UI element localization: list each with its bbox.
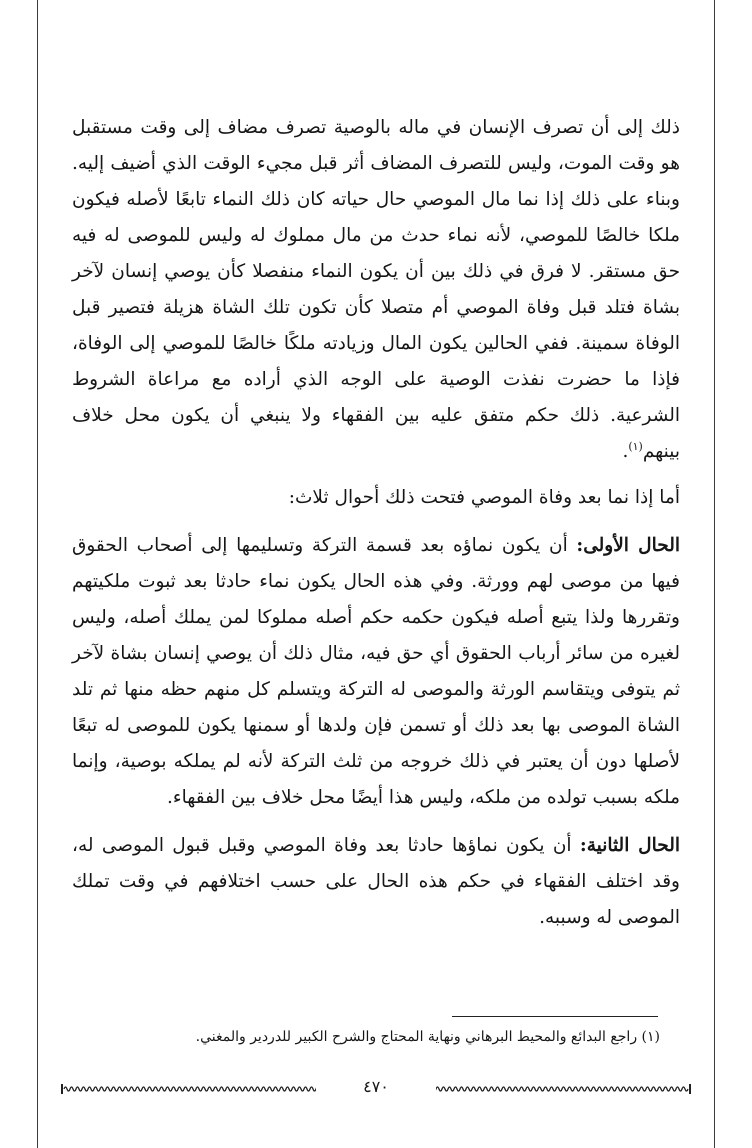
page-edge-right (714, 0, 715, 1148)
paragraph-three-cases: أما إذا نما بعد وفاة الموصي فتحت ذلك أحوال ثلاث: (288, 487, 680, 508)
body-text (72, 110, 680, 936)
page-edge-left (37, 0, 38, 1148)
paragraph-second-case: الحال الثانية: أن يكون نماؤها حادثا بعد وفاة الموصي وقبل قبول الموصى له، وقد اختلف الفقهاء في حكم هذه الحال على حسب اختلافهم في وقت تملك الموصى له وسببه. (72, 835, 680, 928)
footnote-reference: (١) (628, 439, 643, 453)
paragraph-intro: ذلك إلى أن تصرف الإنسان في ماله بالوصية تصرف مضاف إلى وقت مستقبل هو وقت الموت، وليس للتصرف المضاف أثر قبل مجيء الوقت الذي أضيف إليه. وبناء على ذلك إذا نما مال الموصي حال حياته كان ذلك النماء تابعًا لأصله فيكون ملكا خالصًا للموصي، لأنه نماء حدث من مال مملوك له وليس للموصى له فيه حق مستقر. لا فرق في ذلك بين أن يكون النماء منفصلا كأن يوصي إنسان لآخر بشاة فتلد قبل وفاة الموصي أم متصلا كأن تكون تلك الشاة هزيلة فتصير قبل الوفاة سمينة. ففي الحالين يكون المال وزيادته ملكًا خالصًا للموصي إلى الوفاة، فإذا ما حضرت نفذت الوصية على الوجه الذي أراده مع مراعاة الشروط الشرعية. ذلك حكم متفق عليه بين الفقهاء ولا ينبغي أن يكون محل خلاف بينهم$^{(١)}$. (72, 117, 680, 462)
footnote-text: (١) راجع البدائع والمحيط البرهاني ونهاية المحتاج والشرح الكبير للدردير والمغني. (195, 1029, 660, 1045)
footnote-separator (452, 1016, 658, 1017)
page-number: ٤٧٠ (316, 1074, 436, 1100)
paragraph-first-case: الحال الأولى: أن يكون نماؤه بعد قسمة التركة وتسليمها إلى أصحاب الحقوق فيها من موصى لهم وورثة. وفي هذه الحال يكون نماء حادثا بعد ثبوت ملكيتهم وتقررها ولذا يتبع أصله فيكون حكمه حكم أصله مملوكا لمن يملك أصله، وليس لغيره من سائر أرباب الحقوق أي حق فيه، مثال ذلك أن يوصي إنسان بشاة لآخر ثم يتوفى ويتقاسم الورثة والموصى له التركة ويتسلم كل منهم حظه منها ثم تلد الشاة الموصى بها بعد ذلك أو تسمن فإن ولدها أو سمنها يكون للموصى له تبعًا لأصلها دون أن يعتبر في ذلك خروجه من ثلث التركة لأنه لم يملكه بوصية، وإنما ملكه بسبب تولده من ملكه، وليس هذا أيضًا محل خلاف بين الفقهاء. (72, 535, 680, 808)
second-case-label: الحال الثانية: (579, 835, 680, 856)
first-case-label: الحال الأولى: (576, 535, 680, 556)
